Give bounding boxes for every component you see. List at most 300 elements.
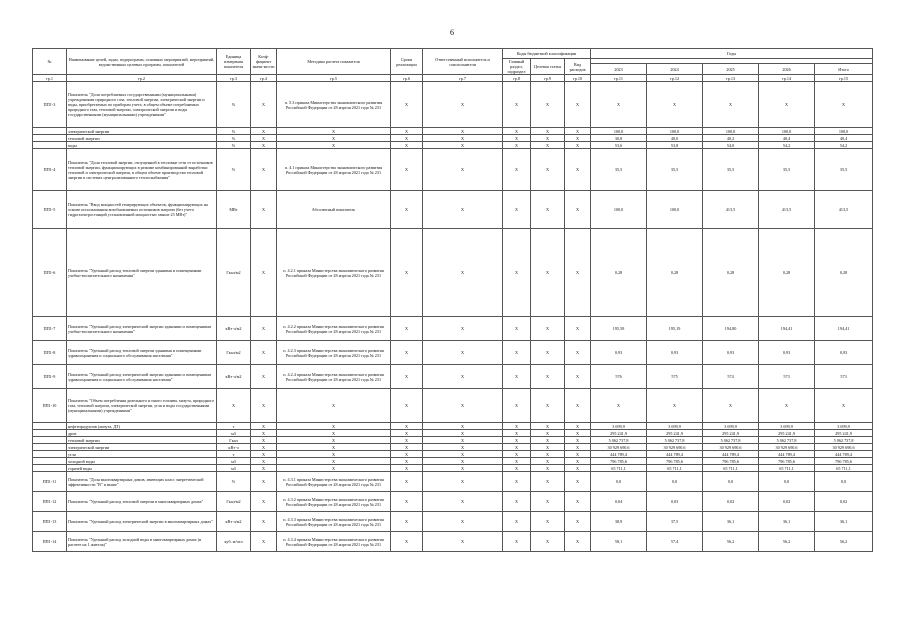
table-cell: Гкал xyxy=(217,437,251,444)
header-responsible: Ответственный исполнитель и соисполнители xyxy=(423,49,503,75)
table-cell: X xyxy=(391,142,423,149)
table-row xyxy=(33,191,873,229)
table-cell: X xyxy=(503,444,531,451)
table-cell: X xyxy=(503,341,531,365)
table-cell: X xyxy=(423,472,503,492)
table-cell: X xyxy=(391,341,423,365)
table-cell: X xyxy=(251,430,277,437)
table-cell: 100,0 xyxy=(815,128,873,135)
table-cell: X xyxy=(423,458,503,465)
table-cell: 3 699,9 xyxy=(815,423,873,430)
table-cell: X xyxy=(423,492,503,512)
table-cell xyxy=(33,142,67,149)
table-cell: X xyxy=(531,341,565,365)
table-cell: X xyxy=(423,229,503,317)
table-cell: 295 241,9 xyxy=(591,430,647,437)
table-cell: 56,2 xyxy=(703,532,759,552)
table-cell: 574 xyxy=(703,365,759,389)
header-year-2026: 2026 xyxy=(759,64,815,75)
table-cell: п. 4.2.3 приказа Министерства экономического развития Российской Федерации от 28 апреля 2021 года № 231 xyxy=(277,341,391,365)
table-cell: X xyxy=(503,365,531,389)
table-cell: % xyxy=(217,135,251,142)
table-cell: X xyxy=(503,142,531,149)
table-cell: 0,93 xyxy=(647,341,703,365)
table-cell: X xyxy=(423,437,503,444)
table-cell: 0,93 xyxy=(591,341,647,365)
table-cell: % xyxy=(217,472,251,492)
table-cell: X xyxy=(277,458,391,465)
table-cell: 40,2 xyxy=(703,135,759,142)
table-cell: X xyxy=(251,444,277,451)
table-cell: 40,4 xyxy=(759,135,815,142)
table-cell: 413,5 xyxy=(703,191,759,229)
table-cell: X xyxy=(531,437,565,444)
table-cell: X xyxy=(391,458,423,465)
table-cell: % xyxy=(217,149,251,191)
table-cell: 0,28 xyxy=(591,229,647,317)
table-cell xyxy=(33,451,67,458)
table-cell: % xyxy=(217,142,251,149)
table-cell: п. 4.3.4 приказа Министерства экономического развития Российской Федерации от 28 апреля 2021 года № 231 xyxy=(277,532,391,552)
table-cell: X xyxy=(503,149,531,191)
header-year-2023: 2023 xyxy=(591,64,647,75)
table-cell: X xyxy=(565,82,591,128)
table-cell: X xyxy=(391,451,423,458)
table-cell: 194,41 xyxy=(815,317,873,341)
table-cell: 36,1 xyxy=(759,512,815,532)
table-cell: X xyxy=(565,437,591,444)
table-cell: X xyxy=(703,82,759,128)
table-cell: Показатель "Удельный расход тепловой энергии в многоквартирных домах" xyxy=(67,492,217,512)
table-cell: ПП1-8 xyxy=(33,341,67,365)
table-cell: X xyxy=(251,389,277,423)
table-cell: 0,28 xyxy=(759,229,815,317)
table-cell: X xyxy=(531,430,565,437)
table-cell xyxy=(33,444,67,451)
table-cell: X xyxy=(565,423,591,430)
table-cell: ПП1-7 xyxy=(33,317,67,341)
table-cell: 194,41 xyxy=(759,317,815,341)
table-cell: X xyxy=(565,458,591,465)
table-cell: воды xyxy=(67,142,217,149)
table-cell: Показатель "Удельный расход тепловой энергии зданиями и помещениями здравоохранения и социального обслуживания населения" xyxy=(67,341,217,365)
table-cell: Показатель "Удельный расход электрической энергии зданиями и помещениями учебно-воспитательного назначения" xyxy=(67,317,217,341)
table-cell: МВт xyxy=(217,191,251,229)
table-cell: 194,80 xyxy=(703,317,759,341)
table-row xyxy=(33,458,873,465)
table-row xyxy=(33,444,873,451)
table-cell: Гкал/м2 xyxy=(217,492,251,512)
table-cell: 0,93 xyxy=(703,341,759,365)
table-row xyxy=(33,451,873,458)
table-cell: 30 929 690,6 xyxy=(647,444,703,451)
table-cell: 0,28 xyxy=(703,229,759,317)
table-cell: 30 929 690,6 xyxy=(703,444,759,451)
table-cell: 65 711,1 xyxy=(647,465,703,472)
table-cell: 3 699,9 xyxy=(591,423,647,430)
table-cell: м3 xyxy=(217,430,251,437)
table-cell: X xyxy=(251,512,277,532)
table-cell: 58,1 xyxy=(591,532,647,552)
table-cell: X xyxy=(591,82,647,128)
table-cell xyxy=(33,437,67,444)
table-cell: 0,03 xyxy=(647,492,703,512)
table-cell: электрической энергии xyxy=(67,128,217,135)
table-cell: X xyxy=(391,437,423,444)
table-cell xyxy=(33,128,67,135)
table-cell: X xyxy=(565,365,591,389)
table-cell: X xyxy=(391,472,423,492)
table-cell: 5 062 737,8 xyxy=(759,437,815,444)
table-cell: X xyxy=(565,492,591,512)
table-cell: X xyxy=(251,451,277,458)
table-cell: 3 699,9 xyxy=(647,423,703,430)
column-index-row xyxy=(33,75,873,82)
table-cell: 444 789,4 xyxy=(815,451,873,458)
table-cell: Показатель "Удельный расход электрической энергии в многоквартирных домах" xyxy=(67,512,217,532)
table-cell: п. 4.2.1 приказа Министерства экономического развития Российской Федерации от 28 апреля 2021 года № 231 xyxy=(277,229,391,317)
table-cell: Абсолютный показатель xyxy=(277,191,391,229)
table-cell: п. 4.2.4 приказа Министерства экономического развития Российской Федерации от 28 апреля 2021 года № 231 xyxy=(277,365,391,389)
table-cell: 5 062 737,8 xyxy=(647,437,703,444)
table-cell: 35,5 xyxy=(759,149,815,191)
table-cell: X xyxy=(423,512,503,532)
table-cell: ПП1-10 xyxy=(33,389,67,423)
table-cell: X xyxy=(251,128,277,135)
table-cell: X xyxy=(531,149,565,191)
table-cell: X xyxy=(423,444,503,451)
table-cell: ПП1-14 xyxy=(33,532,67,552)
table-cell: 295 241,9 xyxy=(647,430,703,437)
table-cell: X xyxy=(565,532,591,552)
table-cell: X xyxy=(391,191,423,229)
table-cell: X xyxy=(423,365,503,389)
table-cell: X xyxy=(565,142,591,149)
table-cell: X xyxy=(251,492,277,512)
table-cell: X xyxy=(423,191,503,229)
column-index-cell: гр.5 xyxy=(277,75,391,82)
table-cell: X xyxy=(503,492,531,512)
table-cell: 30 929 690,6 xyxy=(591,444,647,451)
table-cell: X xyxy=(391,492,423,512)
table-cell: X xyxy=(391,128,423,135)
table-cell: 30,8 xyxy=(591,135,647,142)
table-cell: X xyxy=(647,82,703,128)
table-cell: X xyxy=(391,365,423,389)
column-index-cell: гр.8 xyxy=(503,75,531,82)
table-cell: 5 062 737,8 xyxy=(591,437,647,444)
table-cell: кВт·ч xyxy=(217,444,251,451)
table-cell: X xyxy=(277,389,391,423)
table-cell: 100,0 xyxy=(591,128,647,135)
table-cell: 65 711,1 xyxy=(703,465,759,472)
table-cell: X xyxy=(503,512,531,532)
table-cell: 56,2 xyxy=(759,532,815,552)
table-cell: X xyxy=(503,317,531,341)
table-cell: X xyxy=(277,135,391,142)
table-cell: Показатель "Доля многоквартирных домов, имеющих класс энергетической эффективности "В" и выше" xyxy=(67,472,217,492)
table-row xyxy=(33,317,873,341)
table-cell: горячей воды xyxy=(67,465,217,472)
header-year-2025: 2025 xyxy=(703,64,759,75)
table-cell: X xyxy=(565,128,591,135)
table-cell: 796 785,6 xyxy=(759,458,815,465)
column-index-cell: гр.14 xyxy=(759,75,815,82)
table-cell: 100,0 xyxy=(591,191,647,229)
table-cell: ПП1-3 xyxy=(33,82,67,128)
table-cell: X xyxy=(277,444,391,451)
header-budget-section: Главный раздел, подраздел xyxy=(503,59,531,75)
table-row xyxy=(33,135,873,142)
column-index-cell: гр.2 xyxy=(67,75,217,82)
table-cell: X xyxy=(565,472,591,492)
table-cell: X xyxy=(503,389,531,423)
table-cell: X xyxy=(251,142,277,149)
table-cell: 54,0 xyxy=(703,142,759,149)
table-cell: ПП1-11 xyxy=(33,472,67,492)
table-cell: 444 789,4 xyxy=(647,451,703,458)
table-cell: X xyxy=(815,389,873,423)
table-cell: 0,0 xyxy=(759,472,815,492)
table-cell: X xyxy=(531,191,565,229)
header-name: Наименование целей, задач, подпрограмм, основных мероприятий, мероприятий, ведомственных целевых программ, показателей xyxy=(67,49,217,75)
table-cell: X xyxy=(503,128,531,135)
table-row xyxy=(33,365,873,389)
table-cell: 0,02 xyxy=(703,492,759,512)
table-cell: 100,0 xyxy=(703,128,759,135)
table-cell: ПП1-13 xyxy=(33,512,67,532)
table-row xyxy=(33,149,873,191)
table-row xyxy=(33,389,873,423)
table-cell: кВт·ч/м2 xyxy=(217,365,251,389)
table-cell: Показатель "Удельный расход холодной воды в многоквартирных домах (в расчете на 1 жителя)" xyxy=(67,532,217,552)
table-cell: 295 241,9 xyxy=(815,430,873,437)
table-cell: холодной воды xyxy=(67,458,217,465)
table-cell: п. 4.1 приказа Министерства экономического развития Российской Федерации от 28 апреля 2021 года № 231 xyxy=(277,149,391,191)
table-cell: X xyxy=(503,458,531,465)
header-method: Методика расчета показателя xyxy=(277,49,391,75)
table-cell: X xyxy=(531,458,565,465)
table-row xyxy=(33,512,873,532)
table-cell: X xyxy=(565,430,591,437)
table-cell: м3 xyxy=(217,465,251,472)
column-index-cell: гр.4 xyxy=(251,75,277,82)
column-index-cell: гр.12 xyxy=(647,75,703,82)
table-cell: X xyxy=(251,532,277,552)
table-cell: Показатель "Удельный расход электрической энергии зданиями и помещениями здравоохранения и социального обслуживания населения" xyxy=(67,365,217,389)
header-budget: Коды бюджетной классификации xyxy=(503,49,591,59)
table-cell: X xyxy=(423,341,503,365)
table-cell: куб. м/чел xyxy=(217,532,251,552)
table-cell: X xyxy=(565,135,591,142)
table-cell: 65 711,1 xyxy=(759,465,815,472)
table-cell: 3 699,9 xyxy=(703,423,759,430)
table-cell: п. 5.3 приказа Министерства экономического развития Российской Федерации от 28 апреля 2021 года № 231 xyxy=(277,82,391,128)
header-unit: Единица измерения показателя xyxy=(217,49,251,75)
table-row xyxy=(33,472,873,492)
table-cell: X xyxy=(251,229,277,317)
table-cell: 3 699,9 xyxy=(759,423,815,430)
table-cell: X xyxy=(565,191,591,229)
table-cell: 295 241,9 xyxy=(703,430,759,437)
table-row xyxy=(33,492,873,512)
table-cell: X xyxy=(423,142,503,149)
table-cell: X xyxy=(423,532,503,552)
table-cell: X xyxy=(251,135,277,142)
table-row xyxy=(33,465,873,472)
table-cell: X xyxy=(531,128,565,135)
table-cell: Показатель "Удельный расход тепловой энергии зданиями и помещениями учебно-воспитательного назначения" xyxy=(67,229,217,317)
table-cell: 195,58 xyxy=(591,317,647,341)
table-cell: п. 4.3.2 приказа Министерства экономического развития Российской Федерации от 28 апреля 2021 года № 231 xyxy=(277,492,391,512)
table-cell: X xyxy=(531,389,565,423)
table-row xyxy=(33,423,873,430)
table-cell: угля xyxy=(67,451,217,458)
table-cell: X xyxy=(391,149,423,191)
table-cell: X xyxy=(647,389,703,423)
table-cell: X xyxy=(277,451,391,458)
table-cell: 53,8 xyxy=(647,142,703,149)
table-cell: 573 xyxy=(815,365,873,389)
table-cell: 0,0 xyxy=(647,472,703,492)
table-cell: X xyxy=(759,82,815,128)
table-cell xyxy=(33,458,67,465)
table-cell: 100,0 xyxy=(759,128,815,135)
table-cell: X xyxy=(565,512,591,532)
table-cell: 0,93 xyxy=(815,341,873,365)
table-cell: 0,28 xyxy=(647,229,703,317)
table-cell: X xyxy=(277,128,391,135)
table-cell xyxy=(33,430,67,437)
table-cell: электрической энергии xyxy=(67,444,217,451)
table-cell: 573 xyxy=(759,365,815,389)
table-cell: 0,02 xyxy=(759,492,815,512)
table-cell: X xyxy=(531,472,565,492)
table-cell: Показатель "Доля потребляемых государственными (муниципальными) учреждениями природного газа, тепловой энергии, электрической энергии и воды, приобретаемых по приборам учета, в общем объеме потребляемых природного газа, тепловой энергии, электрической энергии и воды государственными (муниципальными) учреждениями" xyxy=(67,82,217,128)
header-budget-article: Целевая статья xyxy=(531,59,565,75)
table-cell: п. 4.3.3 приказа Министерства экономического развития Российской Федерации от 28 апреля 2021 года № 231 xyxy=(277,512,391,532)
table-cell: X xyxy=(565,451,591,458)
column-index-cell: гр.3 xyxy=(217,75,251,82)
table-cell: X xyxy=(277,142,391,149)
header-coef: Коэф-фициент значи-мости xyxy=(251,49,277,75)
table-cell: 0,02 xyxy=(815,492,873,512)
table-cell: X xyxy=(503,135,531,142)
table-cell: X xyxy=(391,430,423,437)
table-cell: 57,4 xyxy=(647,532,703,552)
column-index-cell: гр.6 xyxy=(391,75,423,82)
table-cell: X xyxy=(251,423,277,430)
table-cell: X xyxy=(251,191,277,229)
table-cell: X xyxy=(531,317,565,341)
table-cell: тепловой энергии xyxy=(67,437,217,444)
column-index-cell: гр.9 xyxy=(531,75,565,82)
table-cell: 796 785,6 xyxy=(591,458,647,465)
table-cell: X xyxy=(503,191,531,229)
table-cell: 5 062 737,8 xyxy=(815,437,873,444)
table-cell: X xyxy=(391,135,423,142)
table-cell: ПП1-12 xyxy=(33,492,67,512)
table-cell xyxy=(33,135,67,142)
table-cell: X xyxy=(391,389,423,423)
table-cell: X xyxy=(531,532,565,552)
table-cell: X xyxy=(251,465,277,472)
table-row xyxy=(33,142,873,149)
table-cell: X xyxy=(531,512,565,532)
table-cell: 36,1 xyxy=(703,512,759,532)
table-cell: 413,5 xyxy=(759,191,815,229)
table-cell: X xyxy=(503,472,531,492)
table-cell: 37,5 xyxy=(647,512,703,532)
table-cell: X xyxy=(565,444,591,451)
table-cell: 0,28 xyxy=(815,229,873,317)
table-cell: 444 789,4 xyxy=(759,451,815,458)
table-cell: 54,2 xyxy=(815,142,873,149)
table-cell: X xyxy=(503,532,531,552)
header-num: № xyxy=(33,49,67,75)
table-cell: X xyxy=(531,451,565,458)
table-cell: X xyxy=(391,317,423,341)
header-terms: Сроки реализации xyxy=(391,49,423,75)
table-cell: X xyxy=(423,465,503,472)
table-cell: 40,4 xyxy=(815,135,873,142)
table-cell: X xyxy=(531,229,565,317)
table-cell: 30 929 690,6 xyxy=(759,444,815,451)
column-index-cell: гр.11 xyxy=(591,75,647,82)
table-cell xyxy=(33,423,67,430)
table-cell: X xyxy=(423,149,503,191)
table-cell: X xyxy=(759,389,815,423)
table-cell: X xyxy=(503,229,531,317)
table-row xyxy=(33,532,873,552)
table-cell: м3 xyxy=(217,458,251,465)
table-cell: т xyxy=(217,423,251,430)
table-cell: 195,19 xyxy=(647,317,703,341)
table-cell: 5 062 737,8 xyxy=(703,437,759,444)
table-cell: X xyxy=(423,135,503,142)
table-cell: % xyxy=(217,128,251,135)
table-cell: X xyxy=(565,341,591,365)
table-cell: 35,5 xyxy=(815,149,873,191)
table-cell: п. 4.2.2 приказа Министерства экономического развития Российской Федерации от 28 апреля 2021 года № 231 xyxy=(277,317,391,341)
table-cell: X xyxy=(565,389,591,423)
table-cell: X xyxy=(815,82,873,128)
table-cell: 575 xyxy=(647,365,703,389)
table-cell: Показатель "Доля тепловой энергии, отпущенной в тепловые сети от источников тепловой энергии, функционирующих в режиме комбинированной выработки тепловой и электрической энергии, в общем объеме производства тепловой энергии в системах централизованного теплоснабжения" xyxy=(67,149,217,191)
table-cell: X xyxy=(503,465,531,472)
table-cell: X xyxy=(565,465,591,472)
table-cell: Показатель "Объем потребления дизельного и иного топлива, мазута, природного газа, тепловой энергии, электрической энергии, угля и воды государственными (муниципальными) учреждениями" xyxy=(67,389,217,423)
table-cell: X xyxy=(251,437,277,444)
table-cell: 576 xyxy=(591,365,647,389)
table-cell: X xyxy=(423,317,503,341)
table-cell: 38,9 xyxy=(591,512,647,532)
table-cell: X xyxy=(251,458,277,465)
table-cell: X xyxy=(391,532,423,552)
table-cell: ПП1-9 xyxy=(33,365,67,389)
table-cell: X xyxy=(531,142,565,149)
table-cell: 35,5 xyxy=(647,149,703,191)
column-index-cell: гр.15 xyxy=(815,75,873,82)
table-cell xyxy=(33,465,67,472)
table-cell: 53,6 xyxy=(591,142,647,149)
column-index-cell: гр.13 xyxy=(703,75,759,82)
table-cell: 35,5 xyxy=(703,149,759,191)
table-cell: 0,04 xyxy=(591,492,647,512)
table-cell: X xyxy=(391,82,423,128)
table-cell: 444 789,4 xyxy=(703,451,759,458)
table-cell: X xyxy=(423,389,503,423)
